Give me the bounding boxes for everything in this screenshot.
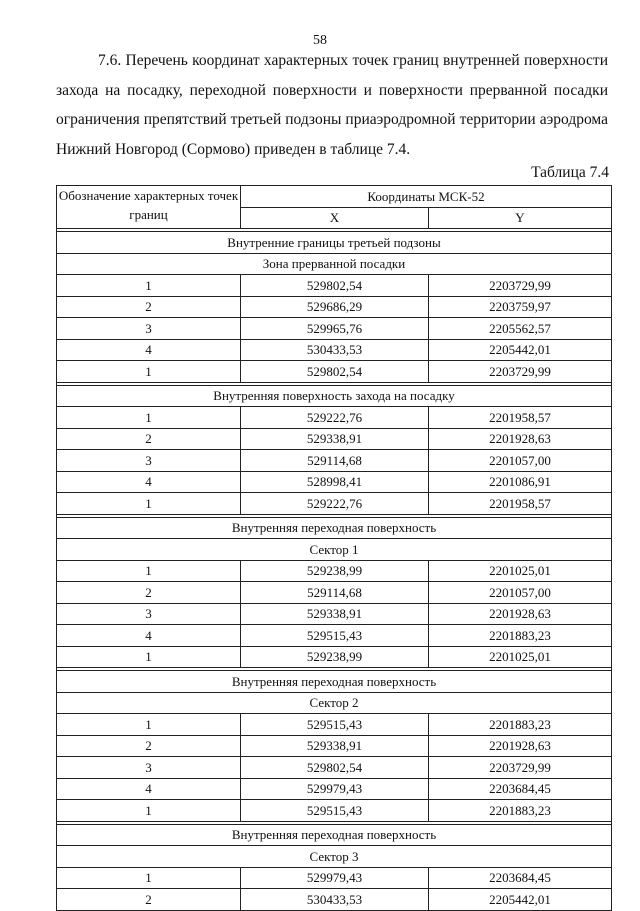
table-row [57, 318, 612, 340]
coord-y: 2201057,00 [429, 582, 612, 604]
group-title-row [57, 671, 612, 693]
group-subtitle-row [57, 253, 612, 275]
coord-x: 529338,91 [241, 428, 429, 450]
coord-y: 2201883,23 [429, 800, 612, 822]
table-row [57, 582, 612, 604]
point-number: 1 [57, 275, 241, 297]
coord-y: 2203759,97 [429, 296, 612, 318]
coord-y: 2203684,45 [429, 778, 612, 800]
point-number: 1 [57, 800, 241, 822]
header-coordinates: Координаты МСК-52 [241, 186, 612, 208]
coord-y: 2201928,63 [429, 735, 612, 757]
coord-y: 2201025,01 [429, 560, 612, 582]
point-number: 4 [57, 339, 241, 361]
coord-x: 529802,54 [241, 757, 429, 779]
table-row [57, 778, 612, 800]
coord-y: 2201883,23 [429, 625, 612, 647]
table-row [57, 471, 612, 493]
table-row [57, 867, 612, 889]
coord-x: 530433,53 [241, 889, 429, 911]
group-title: Внутренняя переходная поверхность [57, 517, 612, 539]
point-number: 1 [57, 714, 241, 736]
coord-y: 2203729,99 [429, 275, 612, 297]
group-subtitle-row [57, 539, 612, 561]
table-row [57, 493, 612, 515]
group-title-row [57, 517, 612, 539]
group-title-row [57, 824, 612, 846]
point-number: 1 [57, 867, 241, 889]
coord-y: 2201928,63 [429, 428, 612, 450]
table-row [57, 625, 612, 647]
coord-y: 2203684,45 [429, 867, 612, 889]
coord-x: 529515,43 [241, 800, 429, 822]
table-row [57, 339, 612, 361]
coord-y: 2201928,63 [429, 603, 612, 625]
table-row [57, 450, 612, 472]
coord-x: 529114,68 [241, 450, 429, 472]
group-title: Внутренняя переходная поверхность [57, 671, 612, 693]
coord-x: 529686,29 [241, 296, 429, 318]
group-title: Внутренняя переходная поверхность [57, 824, 612, 846]
header-y: Y [429, 207, 612, 229]
point-number: 2 [57, 735, 241, 757]
coord-x: 529114,68 [241, 582, 429, 604]
group-subtitle: Сектор 1 [57, 539, 612, 561]
group-title: Внутренние границы третьей подзоны [57, 232, 612, 254]
coord-x: 529222,76 [241, 493, 429, 515]
coord-x: 529979,43 [241, 867, 429, 889]
point-number: 1 [57, 407, 241, 429]
group-subtitle-row [57, 692, 612, 714]
page-number: 58 [313, 33, 327, 48]
coord-y: 2201086,91 [429, 471, 612, 493]
point-number: 4 [57, 625, 241, 647]
coord-x: 529965,76 [241, 318, 429, 340]
point-number: 1 [57, 646, 241, 668]
point-number: 1 [57, 560, 241, 582]
header-x: X [241, 207, 429, 229]
coord-y: 2201883,23 [429, 714, 612, 736]
table-row [57, 757, 612, 779]
table-row [57, 407, 612, 429]
point-number: 2 [57, 582, 241, 604]
coord-x: 529338,91 [241, 603, 429, 625]
coord-y: 2205442,01 [429, 889, 612, 911]
group-subtitle: Зона прерванной посадки [57, 253, 612, 275]
point-number: 2 [57, 296, 241, 318]
point-number: 3 [57, 318, 241, 340]
coord-x: 529979,43 [241, 778, 429, 800]
table-caption: Таблица 7.4 [531, 164, 609, 181]
coord-y: 2201958,57 [429, 493, 612, 515]
coord-x: 529222,76 [241, 407, 429, 429]
group-title-row [57, 232, 612, 254]
coord-x: 529238,99 [241, 560, 429, 582]
coord-x: 529802,54 [241, 275, 429, 297]
coord-y: 2201958,57 [429, 407, 612, 429]
coord-x: 530433,53 [241, 339, 429, 361]
coord-x: 529515,43 [241, 625, 429, 647]
coord-x: 529802,54 [241, 361, 429, 383]
table-body [57, 229, 612, 911]
table-row [57, 714, 612, 736]
coord-y: 2205562,57 [429, 318, 612, 340]
point-number: 4 [57, 471, 241, 493]
point-number: 3 [57, 757, 241, 779]
table-row [57, 296, 612, 318]
point-number: 4 [57, 778, 241, 800]
point-number: 1 [57, 361, 241, 383]
group-subtitle: Сектор 3 [57, 846, 612, 868]
table-row [57, 275, 612, 297]
table-row [57, 428, 612, 450]
header-point-designation: Обозначение характерных точек границ [57, 186, 241, 229]
group-title-row [57, 385, 612, 407]
group-subtitle: Сектор 2 [57, 692, 612, 714]
coord-y: 2201057,00 [429, 450, 612, 472]
intro-paragraph: 7.6. Перечень координат характерных точек границ внутренней поверхности захода на посадку, переходной поверхности и поверхности прерванной посадки ограничения препятствий третьей подзоны приаэродромной территории аэродрома Нижний Новгород (Сормово) приведен в таблице 7.4. [56, 52, 608, 158]
point-number: 2 [57, 428, 241, 450]
coord-x: 529338,91 [241, 735, 429, 757]
point-number: 1 [57, 493, 241, 515]
coord-x: 528998,41 [241, 471, 429, 493]
table-row [57, 560, 612, 582]
table-row [57, 800, 612, 822]
coord-y: 2203729,99 [429, 361, 612, 383]
table-row [57, 361, 612, 383]
coord-y: 2205442,01 [429, 339, 612, 361]
table-row [57, 646, 612, 668]
table-row [57, 735, 612, 757]
group-title: Внутренняя поверхность захода на посадку [57, 385, 612, 407]
coordinates-table [56, 185, 612, 911]
group-subtitle-row [57, 846, 612, 868]
point-number: 2 [57, 889, 241, 911]
point-number: 3 [57, 603, 241, 625]
coord-x: 529515,43 [241, 714, 429, 736]
coord-x: 529238,99 [241, 646, 429, 668]
coord-y: 2203729,99 [429, 757, 612, 779]
table-row [57, 603, 612, 625]
table-row [57, 889, 612, 911]
coord-y: 2201025,01 [429, 646, 612, 668]
point-number: 3 [57, 450, 241, 472]
